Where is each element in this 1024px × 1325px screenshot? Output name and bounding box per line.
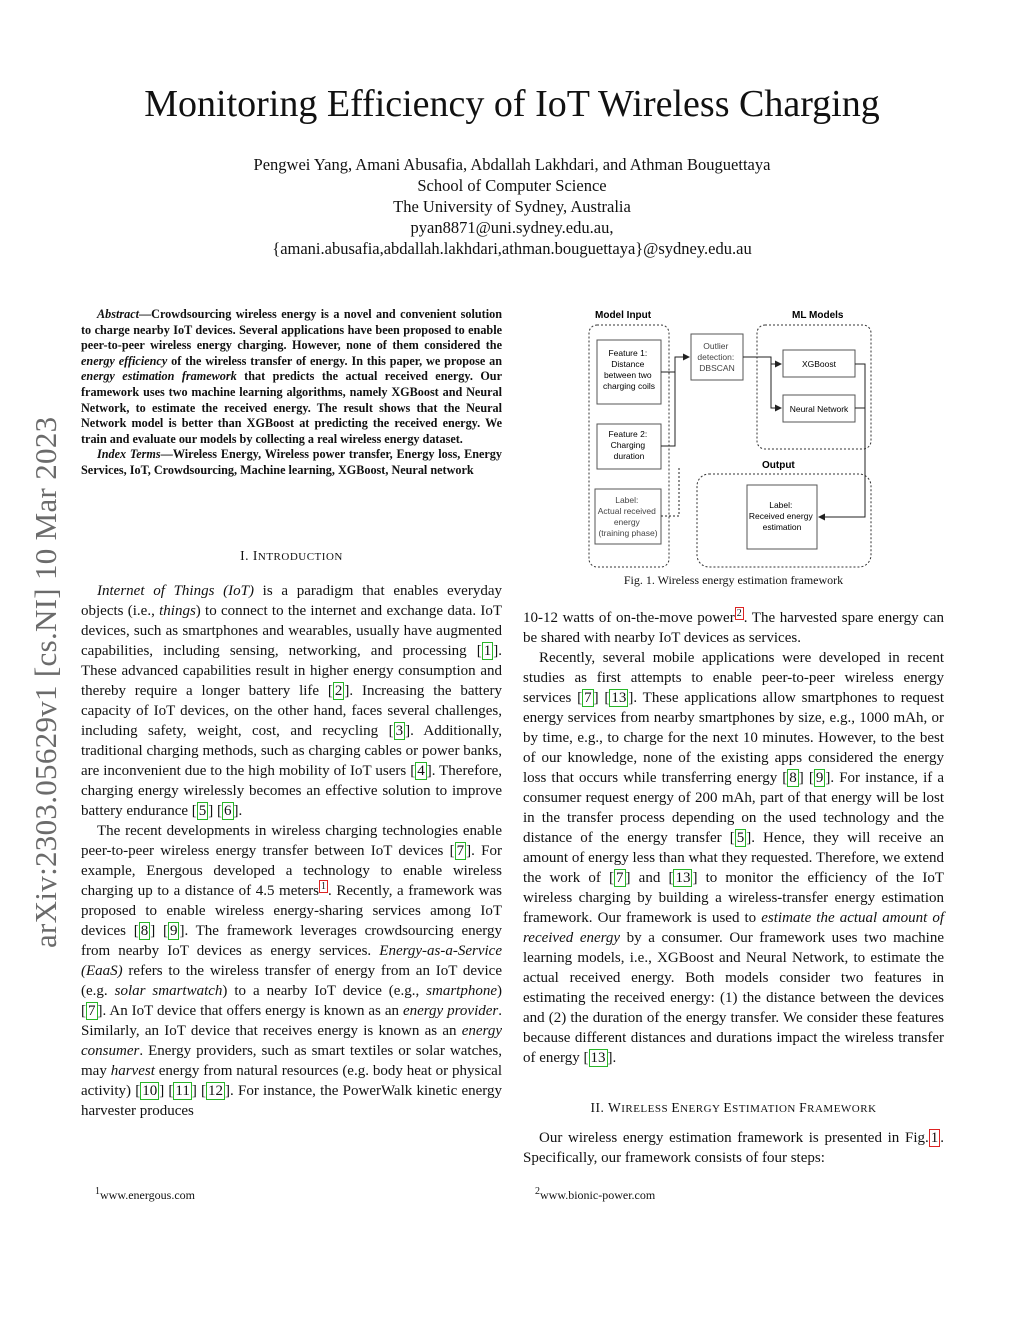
section-title: RAMEWORK <box>807 1103 877 1115</box>
citation-link[interactable]: 10 <box>142 1083 158 1099</box>
emphasis: Internet of Things (IoT) <box>97 583 254 599</box>
text: . Similarly, an IoT device that receives energy is known as an <box>81 1003 503 1039</box>
output-heading: Output <box>762 460 795 471</box>
text: The recent developments in wireless charging technologies enable peer-to-peer wireless energy transfer between IoT devices <box>81 823 502 859</box>
footnote-text: www.energous.com <box>100 1188 195 1202</box>
author-names: Pengwei Yang, Amani Abusafia, Abdallah Lakhdari, and Athman Bouguettaya <box>253 155 771 174</box>
author-block <box>0 154 1024 259</box>
neural-network-label: Neural Network <box>789 404 849 414</box>
text: . Increasing the battery capacity of IoT devices, on the other hand, faces several challenges, including safety, weight, cost, and recycling <box>81 683 502 739</box>
text: by a consumer. Our framework uses two machine learning models, i.e., XGBoost and Neural Network, to estimate the actual received energy. Both models consider two features in estimating the received energy: (1) the distance between the devices and (2) the duration of the energy transfer. We consider these features because different distances and durations impact the wireless transfer of energy <box>523 930 944 1066</box>
emphasis: smartphone <box>426 983 497 999</box>
footnote-number: 2 <box>535 1186 540 1197</box>
affiliation-school: School of Computer Science <box>417 176 607 195</box>
citation-link[interactable]: 4 <box>417 763 425 779</box>
text: . For instance, the PowerWalk kinetic energy harvester produces <box>81 1083 503 1119</box>
text: Our wireless energy estimation framework is presented in Fig. <box>539 1130 929 1146</box>
abstract-emphasis: energy efficiency <box>81 353 168 368</box>
section-title: F <box>799 1100 808 1115</box>
text: energy from natural resources (e.g. body heat or physical activity) <box>81 1063 502 1099</box>
section-title: STIMATION <box>732 1103 800 1115</box>
citation-link[interactable]: 3 <box>395 723 404 739</box>
citation-link[interactable]: 1 <box>483 643 492 659</box>
text: ) to a nearby IoT device (e.g., <box>222 983 427 999</box>
text: . For example, Energous developed a technology to enable wireless charging up to a distance of 4.5 meters <box>81 843 502 899</box>
section-title: IRELESS <box>621 1103 672 1115</box>
citation-link[interactable]: 9 <box>815 770 824 786</box>
emphasis: solar smartwatch <box>114 983 223 999</box>
ml-models-heading: ML Models <box>792 310 844 321</box>
footnote-2 <box>535 1186 655 1203</box>
section-title: NTRODUCTION <box>257 551 343 563</box>
figure-caption: Fig. 1. Wireless energy estimation framework <box>623 573 844 587</box>
footnote-number: 1 <box>95 1186 100 1197</box>
abstract-emphasis: energy estimation framework <box>81 369 237 384</box>
citation-link[interactable]: 9 <box>169 923 178 939</box>
text: to monitor the efficiency of the IoT wireless charging by building a wireless-transfer energy estimation framework. Our framework is used to <box>523 870 944 926</box>
right-column-text: 10-12 watts of on-the-move power $^2$ . The harvested spare energy can be shared with nearby IoT devices as services. Recently, several mobile applications were developed in recent studies as first attempts to enable peer-to-peer wireless energy services [ 7 ] [ 13 ]. These applications allow smartphones to request energy services from nearby smartphones by size, e.g., 1000 mAh, or by time, e.g., to charge for the next 10 minutes. However, to the best of our knowledge, none of the existing apps considered the energy loss that occurs while transferring energy [ 8 ] [ 9 ]. For instance, if a consumer request energy of 200 mAh, part of that energy will be lost in the transfer process depending on the used technology and the distance of the energy transfer [ 5 ]. Hence, they will receive an amount of energy less than what they requested. Therefore, we extend the work of [ 7 ] and [ 13 ] to monitor the efficiency of the IoT wireless charging by building a wireless-transfer energy estimation framework. Our framework is used to estimate the actual amount of received energy by a consumer. Our framework uses two machine learning models, i.e., XGBoost and Neural Network, to estimate the actual received energy. Both models consider two features in estimating the received energy: (1) the distance between the devices and (2) the duration of the energy transfer. We consider these features because different distances and durations impact the wireless transfer of energy [ 13 ]. <box>523 608 945 1066</box>
figure-link[interactable]: 1 <box>930 1130 939 1146</box>
text: is a paradigm that enables everyday objects (i.e., <box>81 583 502 619</box>
author-email-1: pyan8871@uni.sydney.edu.au, <box>410 218 614 237</box>
index-terms-label: Index Terms <box>97 447 161 462</box>
framework-text <box>523 1128 944 1168</box>
outlier-detection-text: Outlier detection: DBSCAN <box>697 341 735 373</box>
feature1-text: Feature 1: Distance between two charging coils <box>603 348 655 391</box>
text: . Hence, they will receive an amount of energy less than what they requested. Therefore, we extend the work of <box>523 830 945 886</box>
text: ) <box>497 983 502 999</box>
emphasis: estimate the actual amount of received energy <box>523 910 944 946</box>
introduction-text: Internet of Things (IoT) is a paradigm that enables everyday objects (i.e., things) to connect to the internet and exchange data. IoT devices, such as smartphones and wearables, usually have augmented capabilities, including sensing, networking, and processing [ 1 ]. These advanced capabilities result in higher energy consumption and thereby require a longer battery life [ 2 ]. Increasing the battery capacity of IoT devices, on the other hand, faces several challenges, including safety, weight, cost, and recycling [ 3 ]. Additionally, traditional charging methods, such as charging cables or power banks, are inconvenient due to the high mobility of IoT users [ 4 ]. Therefore, charging energy wirelessly becomes an effective solution to improve battery endurance [ 5 ] [ 6 ]. The recent developments in wireless charging technologies enable peer-to-peer wireless energy transfer between IoT devices [ 7 ]. For example, Energous developed a technology to enable wireless charging up to a distance of 4.5 meters $^1$ . Recently, a framework was proposed to enable wireless energy-sharing services among IoT devices [ 8 ] [ 9 ]. The framework leverages crowdsourcing energy from nearby IoT devices as energy services. Energy-as-a-Service (EaaS) refers to the wireless transfer of energy from an IoT device (e.g. solar smartwatch) to a nearby IoT device (e.g., smartphone) [ 7 ]. An IoT device that offers energy is known as an energy provider. Similarly, an IoT device that receives energy is known as an energy consumer. Energy providers, such as smart textiles or solar watches, may harvest energy from natural resources (e.g. body heat or physical activity) [ 10 ] [ 11 ] [ 12 ]. For instance, the PowerWalk kinetic energy harvester produces <box>81 583 503 1119</box>
model-input-heading: Model Input <box>595 310 652 321</box>
label-received-text: Label: Received energy estimation <box>748 500 813 532</box>
citation-link[interactable]: 7 <box>456 843 465 859</box>
text: Recently, several mobile applications were developed in recent studies as first attempts to enable peer-to-peer wireless energy services <box>523 650 944 706</box>
index-terms: —Wireless Energy, Wireless power transfer, Energy loss, Energy Services, IoT, Crowdsourcing, Machine learning, XGBoost, Neural network <box>81 447 502 477</box>
abstract <box>81 307 502 479</box>
text: refers to the wireless transfer of energy from an IoT device (e.g. <box>81 963 502 999</box>
citation-link[interactable]: 8 <box>140 923 149 939</box>
citation-link[interactable]: 13 <box>675 870 691 886</box>
xgboost-label: XGBoost <box>801 359 837 369</box>
citation-link[interactable]: 7 <box>88 1003 96 1019</box>
text: . For instance, if a consumer request energy of 200 mAh, part of that energy will be lost in the transfer process depending on the used technology and the distance of the energy transfer <box>523 770 944 846</box>
text: and <box>630 870 669 886</box>
citation-link[interactable]: 12 <box>208 1083 224 1099</box>
footnote-text: www.bionic-power.com <box>540 1188 656 1202</box>
arxiv-watermark <box>28 358 64 948</box>
text: . The harvested spare energy can be shared with nearby IoT devices as services. <box>523 610 944 646</box>
text: . Additionally, traditional charging methods, such as charging cables or power banks, are inconvenient due to the high mobility of IoT users <box>81 723 502 779</box>
abstract-text: —Crowdsourcing wireless energy is a novel and convenient solution to charge nearby IoT devices. Several applications have been proposed to enable peer-to-peer wireless energy charging. However, none of them considered the <box>81 307 502 353</box>
section-heading-framework <box>523 1100 944 1116</box>
emphasis: things <box>159 603 196 619</box>
citation-link[interactable]: 7 <box>584 690 592 706</box>
citation-link[interactable]: 7 <box>616 870 624 886</box>
ml-models-group <box>757 325 871 449</box>
section-number: II. W <box>590 1100 622 1115</box>
citation-link[interactable]: 11 <box>175 1083 190 1099</box>
label-actual-text: Label: Actual received energy (training phase) <box>597 495 658 538</box>
text: ) to connect to the internet and exchange data. IoT devices, such as smartphones and wearables, usually have augmented capabilities, including sensing, networking, and processing <box>81 603 503 659</box>
section-title: E <box>671 1100 681 1115</box>
feature2-text: Feature 2: Charging duration <box>608 429 648 461</box>
text: . Therefore, charging energy wirelessly becomes an effective solution to improve battery endurance <box>81 763 502 819</box>
text: 10-12 watts of on-the-move power <box>523 610 735 626</box>
section-title: E <box>723 1100 733 1115</box>
text: . Recently, a framework was proposed to enable wireless energy-sharing services among IoT devices <box>81 883 503 939</box>
emphasis: harvest <box>110 1063 155 1079</box>
text: . An IoT device that offers energy is known as an <box>102 1003 403 1019</box>
text: . The framework leverages crowdsourcing energy from nearby IoT devices as energy services. <box>81 923 502 959</box>
text: . These applications allow smartphones to request energy services from nearby smartphones by size, e.g., 1000 mAh, or by time, e.g., to charge for the next 10 minutes. However, to the best of our knowledge, none of the existing apps considered the energy loss that occurs while transferring energy <box>523 690 945 786</box>
emphasis: energy provider <box>402 1003 499 1019</box>
citation-link[interactable]: 5 <box>198 803 207 819</box>
section-title: NERGY <box>680 1103 724 1115</box>
framework-figure <box>587 306 877 568</box>
citation-link[interactable]: 13 <box>611 690 627 706</box>
arxiv-id: arXiv:2303.05629v1 [cs.NI] 10 Mar 2023 <box>28 416 63 948</box>
author-email-2: {amani.abusafia,abdallah.lakhdari,athman.bouguettaya}@sydney.edu.au <box>272 239 752 258</box>
citation-link[interactable]: 6 <box>224 803 232 819</box>
citation-link[interactable]: 5 <box>736 830 745 846</box>
paper-title: Monitoring Efficiency of IoT Wireless Charging <box>144 83 880 125</box>
footnote-1 <box>95 1186 195 1203</box>
affiliation-university: The University of Sydney, Australia <box>393 197 631 216</box>
text: . Energy providers, such as smart textiles or solar watches, may <box>81 1043 502 1079</box>
text: . These advanced capabilities result in higher energy consumption and thereby require a longer battery life <box>81 643 502 699</box>
abstract-label: Abstract <box>97 307 139 321</box>
abstract-text: of the wireless transfer of energy. In this paper, we propose an <box>167 353 502 368</box>
emphasis: energy consumer <box>81 1023 502 1059</box>
text: . Specifically, our framework consists of four steps: <box>523 1130 944 1166</box>
citation-link[interactable]: 8 <box>789 770 797 786</box>
footnote-link[interactable]: 2 <box>736 608 742 619</box>
citation-link[interactable]: 2 <box>334 683 343 699</box>
footnote-link[interactable]: 1 <box>321 881 327 892</box>
section-heading-introduction <box>81 548 502 564</box>
emphasis: Energy-as-a-Service (EaaS) <box>81 943 502 979</box>
citation-link[interactable]: 13 <box>590 1050 606 1066</box>
abstract-text: that predicts the actual received energy. Our framework uses two machine learning algorithms, namely XGBoost and Neural Network, to estimate the received energy. The result shows that the Neural Network model is better than XGBoost at predicting the received energy. We train and evaluate our models by collecting a real wireless energy dataset. <box>81 369 502 446</box>
section-number: I. I <box>240 548 258 563</box>
